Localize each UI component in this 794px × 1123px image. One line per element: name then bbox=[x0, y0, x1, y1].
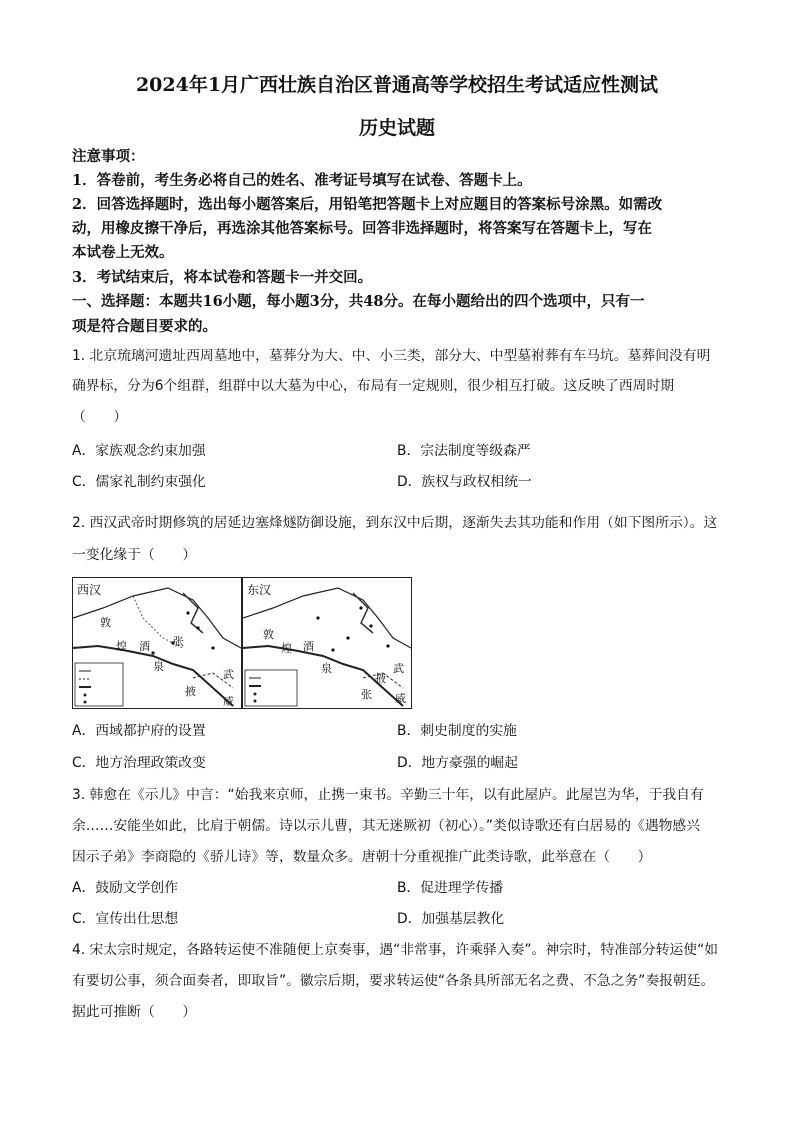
q3-stem: 余……安能坐如此，比肩于朝儒。诗以示儿曹，其无迷厥初（初心）。”类似诗歌还有白居易的《遇物感兴 bbox=[72, 818, 701, 834]
notice-item: 3．考试结束后，将本试卷和答题卡一并交回。 bbox=[72, 269, 373, 286]
place-label: 泉 bbox=[153, 660, 164, 673]
q1-stem: （ ） bbox=[72, 409, 128, 425]
q2-stem: 一变化缘于（ ） bbox=[72, 547, 197, 563]
map-western-han bbox=[72, 577, 242, 709]
notice-item: 本试卷上无效。 bbox=[72, 244, 174, 261]
notice-item: 2．回答选择题时，选出每小题答案后，用铅笔把答题卡上对应题目的答案标号涂黑。如需改 bbox=[72, 196, 663, 213]
q1-option-a: A．家族观念约束加强 bbox=[72, 443, 206, 459]
q4-stem: 4. 宋太宗时规定，各路转运使不准随便上京奏事，遇“非常事，许乘驿入奏”。神宗时，特准部分转运使“如 bbox=[72, 942, 719, 958]
q1-stem: 1. 北京琉璃河遗址西周墓地中，墓葬分为大、中、小三类，部分大、中型墓祔葬有车马坑。墓葬间没有明 bbox=[72, 348, 711, 364]
place-label: 掖 bbox=[375, 672, 386, 685]
q1-stem: 确界标，分为6个组群，组群中以大墓为中心，布局有一定规则，很少相互打破。这反映了西周时期 bbox=[72, 378, 675, 394]
q3-option-a: A．鼓励文学创作 bbox=[72, 880, 179, 896]
place-label: 煌 bbox=[281, 642, 292, 655]
place-label: 煌 bbox=[116, 640, 127, 653]
place-label: 张 bbox=[361, 688, 372, 701]
exam-subtitle: 历史试题 bbox=[358, 117, 435, 139]
q1-option-b: B．宗法制度等级森严 bbox=[397, 443, 531, 459]
map-eastern-han bbox=[242, 577, 412, 709]
section-heading-cont: 项是符合题目要求的。 bbox=[72, 318, 217, 335]
place-label: 酒 bbox=[139, 640, 150, 653]
notice-item: 1．答卷前，考生务必将自己的姓名、准考证号填写在试卷、答题卡上。 bbox=[72, 172, 532, 189]
place-label: 武 bbox=[393, 662, 404, 675]
place-label: 张 bbox=[173, 635, 184, 648]
place-label: 掖 bbox=[185, 685, 196, 698]
q3-option-d: D．加强基层教化 bbox=[397, 911, 505, 927]
place-label: 武 bbox=[223, 668, 234, 681]
q4-stem: 有要切公事，须合面奏者，即取旨”。徽宗后期，要求转运使“各条具所部无名之费、不急之务”奏报朝廷。 bbox=[72, 973, 715, 989]
section-heading: 一、选择题：本题共16小题，每小题3分，共48分。在每小题给出的四个选项中，只有一 bbox=[72, 293, 645, 310]
place-label: 酒 bbox=[303, 640, 314, 653]
q4-stem: 据此可推断（ ） bbox=[72, 1004, 197, 1020]
exam-title: 2024年1月广西壮族自治区普通高等学校招生考试适应性测试 bbox=[135, 74, 659, 96]
q1-option-c: C．儒家礼制约束强化 bbox=[72, 474, 206, 490]
q2-option-b: B．刺史制度的实施 bbox=[397, 723, 517, 739]
notice-item: 动，用橡皮擦干净后，再选涂其他答案标号。回答非选择题时，将答案写在答题卡上，写在 bbox=[72, 220, 652, 237]
place-label: 威 bbox=[223, 695, 234, 708]
map-era-label: 东汉 bbox=[247, 583, 272, 597]
q2-option-c: C．地方治理政策改变 bbox=[72, 755, 206, 771]
place-label: 敦 bbox=[100, 616, 111, 629]
q1-option-d: D．族权与政权相统一 bbox=[397, 474, 532, 490]
q3-option-b: B．促进理学传播 bbox=[397, 880, 504, 896]
q2-option-a: A．西域都护府的设置 bbox=[72, 723, 206, 739]
place-label: 敦 bbox=[263, 628, 274, 641]
q2-option-d: D．地方豪强的崛起 bbox=[397, 755, 518, 771]
q2-stem: 2. 西汉武帝时期修筑的居延边塞烽燧防御设施，到东汉中后期，逐渐失去其功能和作用（如下图所示）。这 bbox=[72, 515, 718, 531]
q3-stem: 因示子弟》李商隐的《骄儿诗》等，数量众多。唐朝十分重视推广此类诗歌，此举意在（ ） bbox=[72, 849, 652, 865]
notice-heading: 注意事项： bbox=[72, 148, 145, 165]
place-label: 威 bbox=[395, 692, 406, 705]
place-label: 泉 bbox=[321, 662, 332, 675]
map-era-label: 西汉 bbox=[77, 583, 102, 597]
q3-stem: 3. 韩愈在《示儿》中言：“始我来京师，止携一束书。辛勤三十年，以有此屋庐。此屋岂为华，于我自有 bbox=[72, 787, 704, 803]
q3-option-c: C．宣传出仕思想 bbox=[72, 911, 179, 927]
